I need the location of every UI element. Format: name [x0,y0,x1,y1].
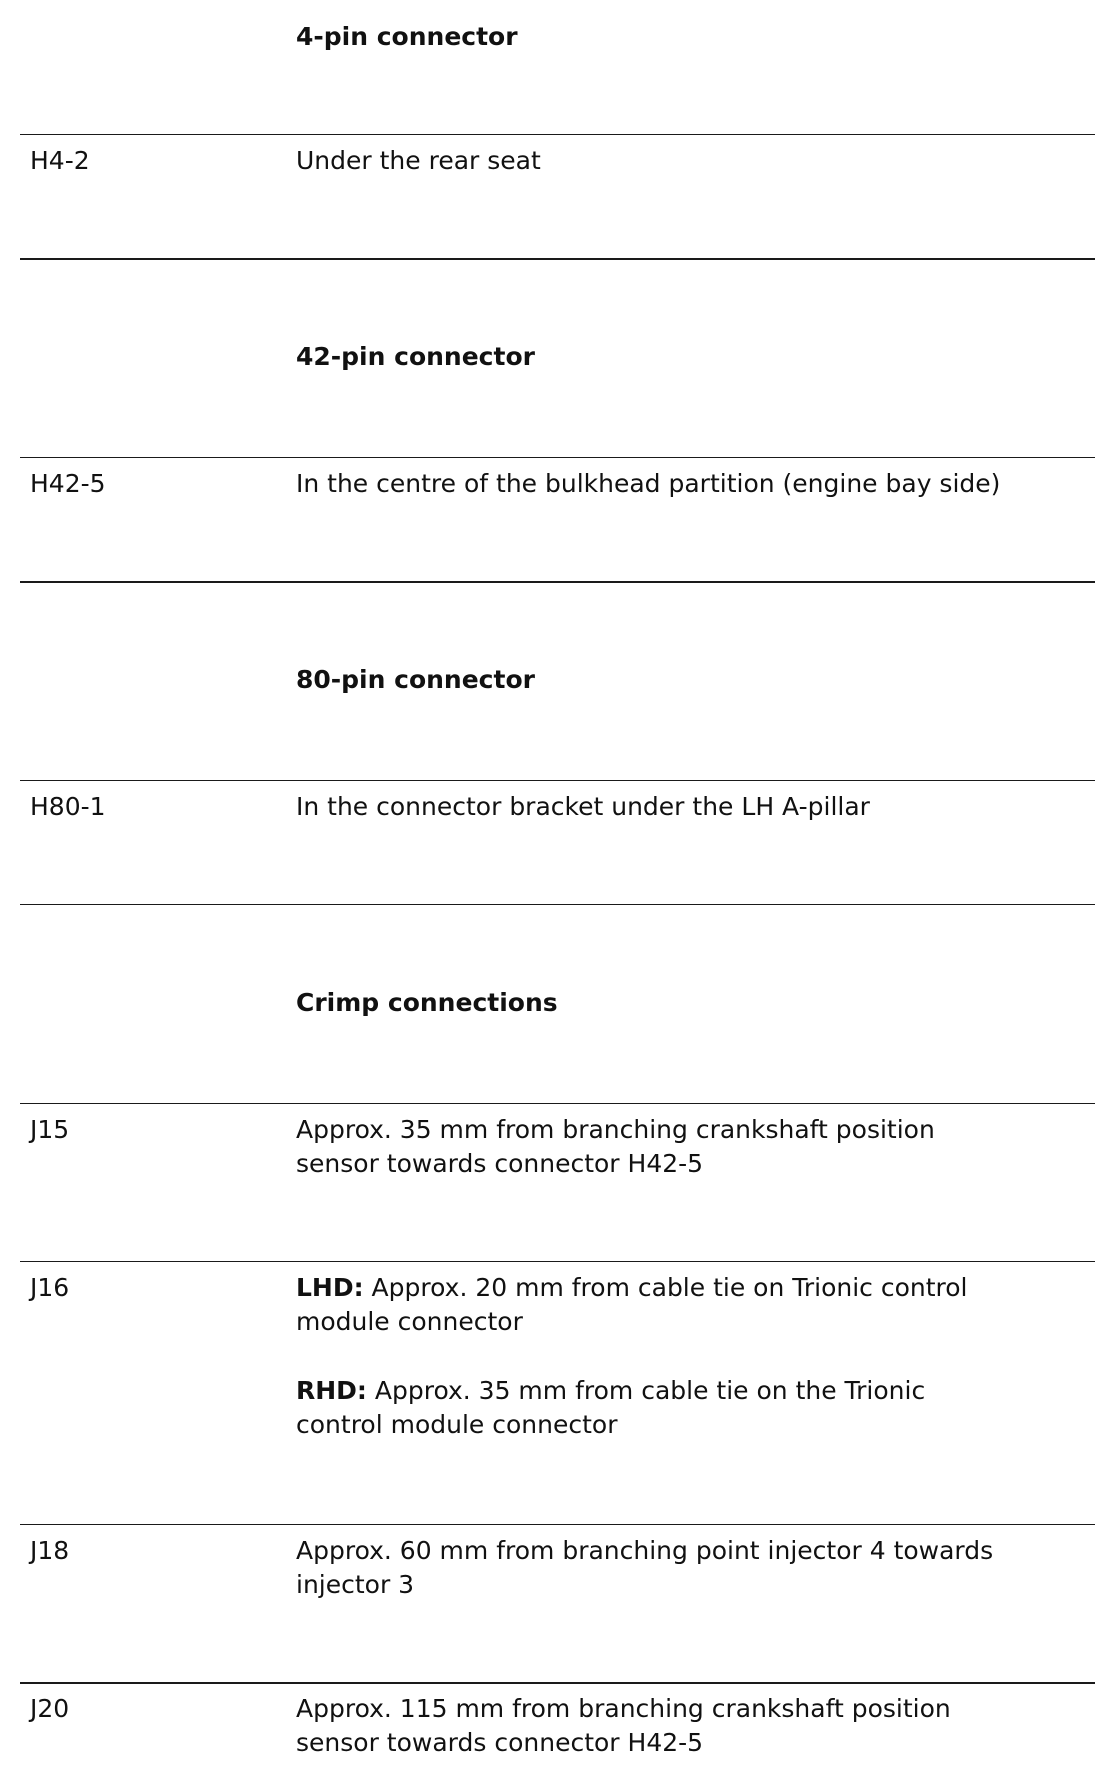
lhd-label: LHD: [296,1273,364,1302]
row-divider [20,780,1095,781]
connector-location-h4-2: Under the rear seat [296,146,541,175]
connector-location-h42-5: In the centre of the bulkhead partition (engine bay side) [296,469,1001,498]
rhd-text: Approx. 35 mm from cable tie on the Trionic [366,1376,926,1405]
section-divider [20,258,1095,260]
row-divider [20,1103,1095,1104]
crimp-location-j20-line1: Approx. 115 mm from branching crankshaft position [296,1694,951,1723]
connector-code-h42-5: H42-5 [30,469,106,498]
crimp-location-j15-line2: sensor towards connector H42-5 [296,1149,704,1178]
crimp-location-j16-lhd-line1 [296,1271,968,1305]
section-divider [20,904,1095,905]
section-divider [20,581,1095,583]
section-heading-42-pin: 42-pin connector [296,342,535,371]
crimp-code-j18: J18 [30,1536,70,1565]
row-divider [20,1261,1095,1262]
crimp-code-j16: J16 [30,1273,70,1302]
row-divider [20,457,1095,458]
connector-code-h4-2: H4-2 [30,146,90,175]
connector-code-h80-1: H80-1 [30,792,106,821]
crimp-location-j16-rhd-line1 [296,1374,925,1408]
crimp-location-j16-lhd-line2: module connector [296,1307,523,1336]
rhd-label: RHD: [296,1376,367,1405]
row-divider [20,1524,1095,1525]
row-divider [20,1682,1095,1684]
crimp-location-j18-line1: Approx. 60 mm from branching point injector 4 towards [296,1536,994,1565]
lhd-text: Approx. 20 mm from cable tie on Trionic control [363,1273,968,1302]
crimp-location-j15-line1: Approx. 35 mm from branching crankshaft position [296,1115,935,1144]
crimp-location-j18-line2: injector 3 [296,1570,415,1599]
crimp-location-j16-rhd-line2: control module connector [296,1410,618,1439]
crimp-location-j20-line2: sensor towards connector H42-5 [296,1728,704,1757]
section-heading-4-pin: 4-pin connector [296,22,518,51]
section-heading-crimp: Crimp connections [296,988,558,1017]
connector-location-h80-1: In the connector bracket under the LH A-pillar [296,792,870,821]
section-heading-80-pin: 80-pin connector [296,665,535,694]
crimp-code-j15: J15 [30,1115,70,1144]
row-divider [20,134,1095,135]
crimp-code-j20: J20 [30,1694,70,1723]
